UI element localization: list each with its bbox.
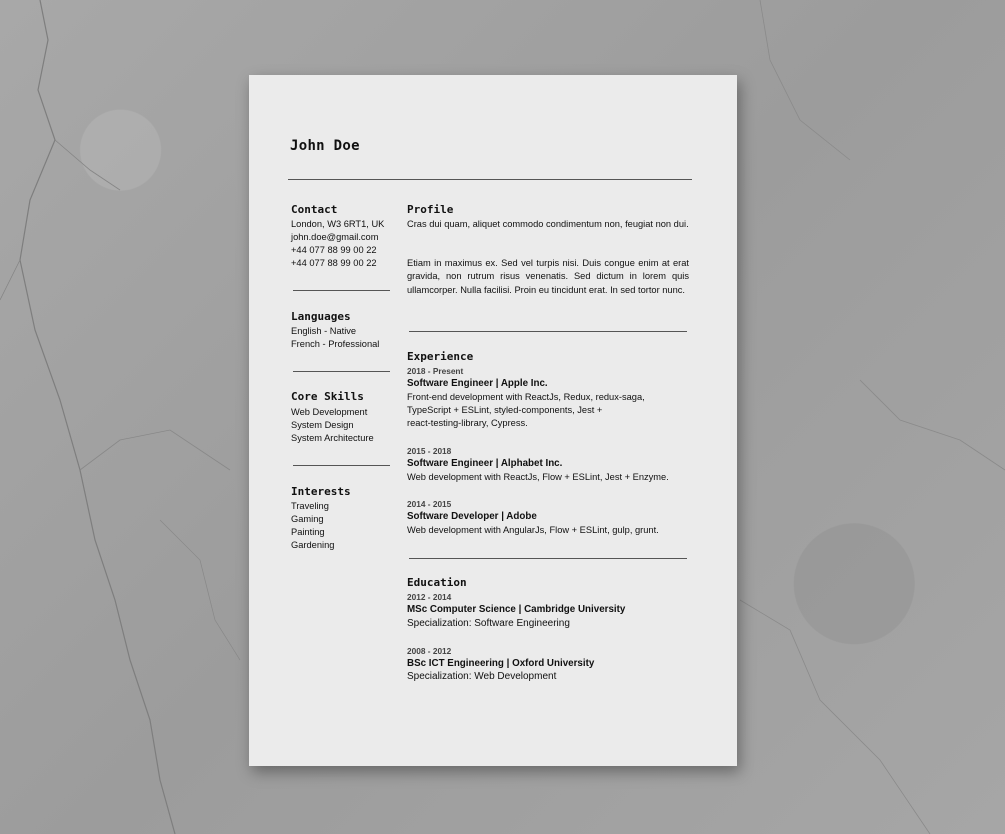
- section-divider: [409, 331, 687, 332]
- interest-item: Gardening: [291, 540, 335, 550]
- experience-heading: Experience: [407, 350, 474, 363]
- skills-heading: Core Skills: [291, 390, 364, 403]
- experience-role: Software Engineer | Apple Inc.: [407, 378, 548, 389]
- experience-dates: 2018 - Present: [407, 366, 464, 376]
- contact-phone[interactable]: +44 077 88 99 00 22: [291, 258, 377, 268]
- experience-description: Web development with ReactJs, Flow + ESLint, Jest + Enzyme.: [407, 472, 669, 482]
- contact-heading: Contact: [291, 203, 338, 216]
- experience-role: Software Engineer | Alphabet Inc.: [407, 458, 563, 469]
- sidebar-divider: [293, 465, 390, 466]
- experience-description: react-testing-library, Cypress.: [407, 418, 528, 428]
- education-dates: 2008 - 2012: [407, 646, 452, 656]
- candidate-name: John Doe: [290, 138, 360, 154]
- interest-item: Traveling: [291, 501, 329, 511]
- education-degree: MSc Computer Science | Cambridge University: [407, 604, 626, 615]
- skill-item: System Architecture: [291, 433, 374, 443]
- education-degree: BSc ICT Engineering | Oxford University: [407, 658, 595, 669]
- education-heading: Education: [407, 576, 467, 589]
- interest-item: Gaming: [291, 514, 324, 524]
- education-specialization: Specialization: Software Engineering: [407, 618, 570, 629]
- interests-heading: Interests: [291, 485, 351, 498]
- profile-paragraph: Etiam in maximus ex. Sed vel turpis nisi. Duis congue enim at erat gravida, non rutrum risus venenatis. Sed dictum in lorem quis ullamcorper. Nulla facilisi. Proin eu tincidunt erat. In sed tortor nunc.: [407, 258, 689, 295]
- profile-paragraph: Cras dui quam, aliquet commodo condimentum non, feugiat non dui.: [407, 219, 689, 229]
- skill-item: Web Development: [291, 407, 368, 417]
- contact-address: London, W3 6RT1, UK: [291, 219, 385, 229]
- sidebar-divider: [293, 290, 390, 291]
- interest-item: Painting: [291, 527, 325, 537]
- contact-email[interactable]: john.doe@gmail.com: [291, 232, 379, 242]
- experience-role: Software Developer | Adobe: [407, 511, 537, 522]
- experience-dates: 2014 - 2015: [407, 499, 452, 509]
- skill-item: System Design: [291, 420, 354, 430]
- header-divider: [288, 179, 692, 180]
- experience-description: Front-end development with ReactJs, Redux, redux-saga,: [407, 392, 645, 402]
- languages-heading: Languages: [291, 310, 351, 323]
- sidebar-divider: [293, 371, 390, 372]
- experience-description: TypeScript + ESLint, styled-components, Jest +: [407, 405, 603, 415]
- contact-phone[interactable]: +44 077 88 99 00 22: [291, 245, 377, 255]
- section-divider: [409, 558, 687, 559]
- experience-description: Web development with AngularJs, Flow + ESLint, gulp, grunt.: [407, 525, 659, 535]
- profile-heading: Profile: [407, 203, 454, 216]
- language-item: English - Native: [291, 326, 357, 336]
- language-item: French - Professional: [291, 339, 380, 349]
- experience-dates: 2015 - 2018: [407, 446, 452, 456]
- education-specialization: Specialization: Web Development: [407, 671, 557, 682]
- education-dates: 2012 - 2014: [407, 592, 452, 602]
- resume-sheet: [249, 75, 737, 766]
